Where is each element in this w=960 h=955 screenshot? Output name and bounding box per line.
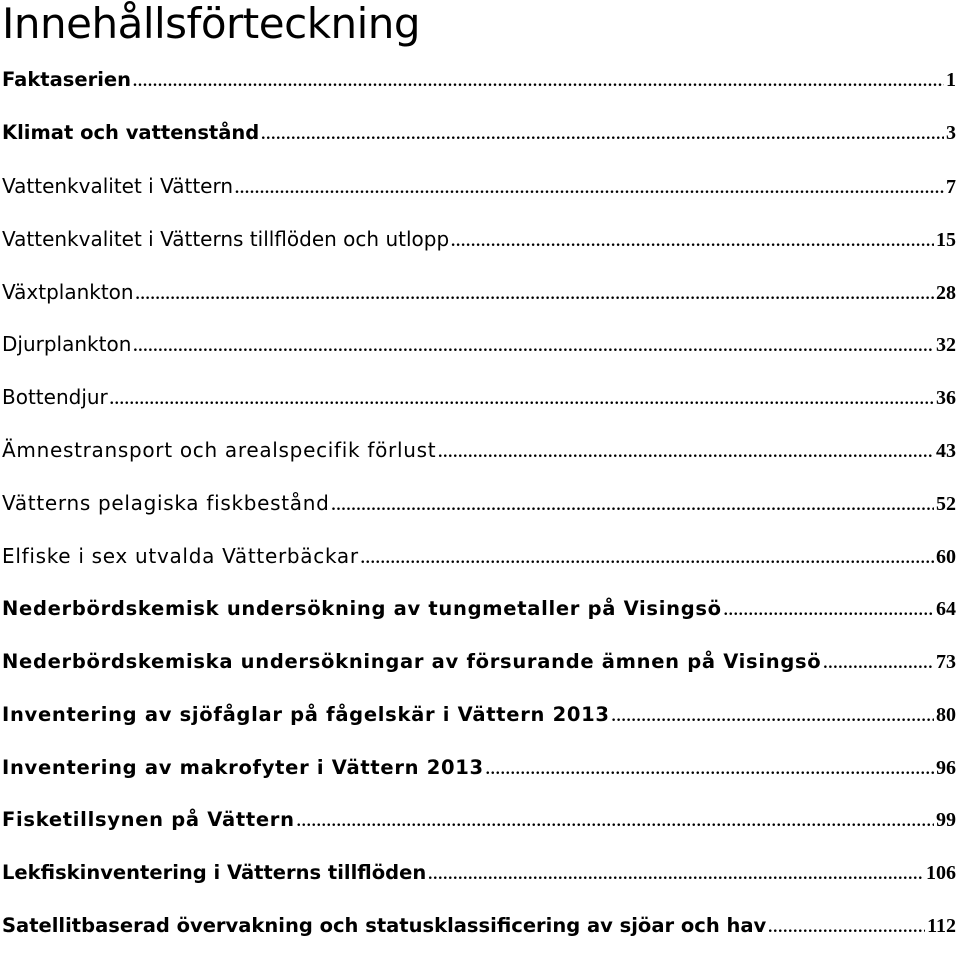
toc-entry-bottendjur[interactable]	[0, 371, 956, 424]
toc-entry-vaxtplankton[interactable]	[0, 266, 956, 319]
dot-leader	[235, 163, 944, 216]
dot-leader	[110, 374, 934, 427]
toc-entry-lekfiskinventering[interactable]	[0, 847, 956, 900]
dot-leader	[428, 849, 924, 902]
toc-entry-page-number: 28	[936, 281, 956, 304]
toc-entry-page-number: 99	[936, 809, 956, 832]
toc-entry-forsurande-amnen[interactable]	[0, 636, 956, 689]
dot-leader	[823, 638, 934, 691]
toc-entry-faktaserien[interactable]	[0, 54, 956, 107]
toc-entry-page-number: 60	[936, 546, 956, 569]
toc-list	[0, 54, 956, 953]
toc-entry-page-number: 7	[946, 175, 956, 198]
toc-entry-page-number: 64	[936, 597, 956, 620]
dot-leader	[297, 796, 934, 849]
toc-entry-label: Ämnestransport och arealspecifik förlust	[2, 438, 437, 463]
toc-entry-label: Faktaserien	[2, 68, 132, 91]
toc-entry-label: Nederbördskemiska undersökningar av försurande ämnen på Visingsö	[2, 649, 822, 673]
toc-entry-label: Klimat och vattenstånd	[2, 120, 260, 144]
toc-entry-vattenkvalitet[interactable]	[0, 160, 956, 213]
toc-entry-page-number: 106	[926, 862, 956, 885]
dot-leader	[133, 56, 944, 109]
toc-entry-page-number: 32	[936, 334, 956, 357]
toc-entry-elfiske[interactable]	[0, 530, 956, 583]
toc-entry-label: Fisketillsynen på Vättern	[2, 808, 295, 832]
toc-entry-label: Vattenkvalitet i Vätterns tillflöden och utlopp	[2, 226, 450, 251]
toc-entry-label: Vätterns pelagiska fiskbestånd	[2, 491, 330, 516]
toc-entry-label: Växtplankton	[2, 279, 134, 304]
toc-entry-page-number: 80	[936, 703, 956, 726]
toc-entry-label: Satellitbaserad övervakning och statusklassificering av sjöar och hav	[2, 914, 767, 938]
page-title: Innehållsförteckning	[2, 0, 421, 48]
dot-leader	[361, 533, 934, 586]
toc-entry-page-number: 3	[946, 121, 956, 144]
toc-entry-page-number: 43	[936, 440, 956, 463]
toc-entry-klimat[interactable]	[0, 107, 956, 160]
toc-entry-makrofyter[interactable]	[0, 742, 956, 795]
toc-entry-label: Djurplankton	[2, 332, 132, 357]
toc-entry-page-number: 96	[936, 756, 956, 779]
dot-leader	[724, 585, 934, 638]
toc-entry-label: Inventering av makrofyter i Vättern 2013	[2, 755, 484, 779]
dot-leader	[136, 269, 934, 322]
toc-entry-page-number: 15	[936, 228, 956, 251]
toc-entry-sjofaglar[interactable]	[0, 689, 956, 742]
toc-entry-label: Vattenkvalitet i Vättern	[2, 173, 234, 198]
toc-entry-fisketillsynen[interactable]	[0, 794, 956, 847]
toc-entry-page-number: 36	[936, 387, 956, 410]
toc-entry-page-number: 1	[946, 69, 956, 91]
toc-entry-page-number: 112	[927, 915, 956, 938]
dot-leader	[612, 691, 934, 744]
toc-entry-label: Nederbördskemisk undersökning av tungmetaller på Visingsö	[2, 596, 722, 620]
dot-leader	[332, 480, 934, 533]
dot-leader	[768, 902, 925, 955]
toc-entry-page-number: 73	[936, 650, 956, 673]
dot-leader	[438, 427, 934, 480]
toc-entry-pelagiska-fiskbestand[interactable]	[0, 477, 956, 530]
toc-entry-tungmetaller[interactable]	[0, 583, 956, 636]
dot-leader	[451, 216, 934, 269]
toc-entry-tillfloden[interactable]	[0, 213, 956, 266]
dot-leader	[133, 321, 934, 374]
toc-entry-label: Lekfiskinventering i Vätterns tillflöden	[2, 861, 427, 885]
toc-entry-page-number: 52	[936, 493, 956, 516]
toc-entry-satellitbaserad[interactable]	[0, 900, 956, 953]
toc-entry-label: Elfiske i sex utvalda Vätterbäckar	[2, 544, 359, 569]
dot-leader	[486, 744, 934, 797]
toc-entry-djurplankton[interactable]	[0, 318, 956, 371]
toc-entry-amnestransport[interactable]	[0, 424, 956, 477]
dot-leader	[261, 109, 944, 162]
toc-entry-label: Bottendjur	[2, 385, 108, 410]
toc-entry-label: Inventering av sjöfåglar på fågelskär i Vättern 2013	[2, 702, 610, 726]
